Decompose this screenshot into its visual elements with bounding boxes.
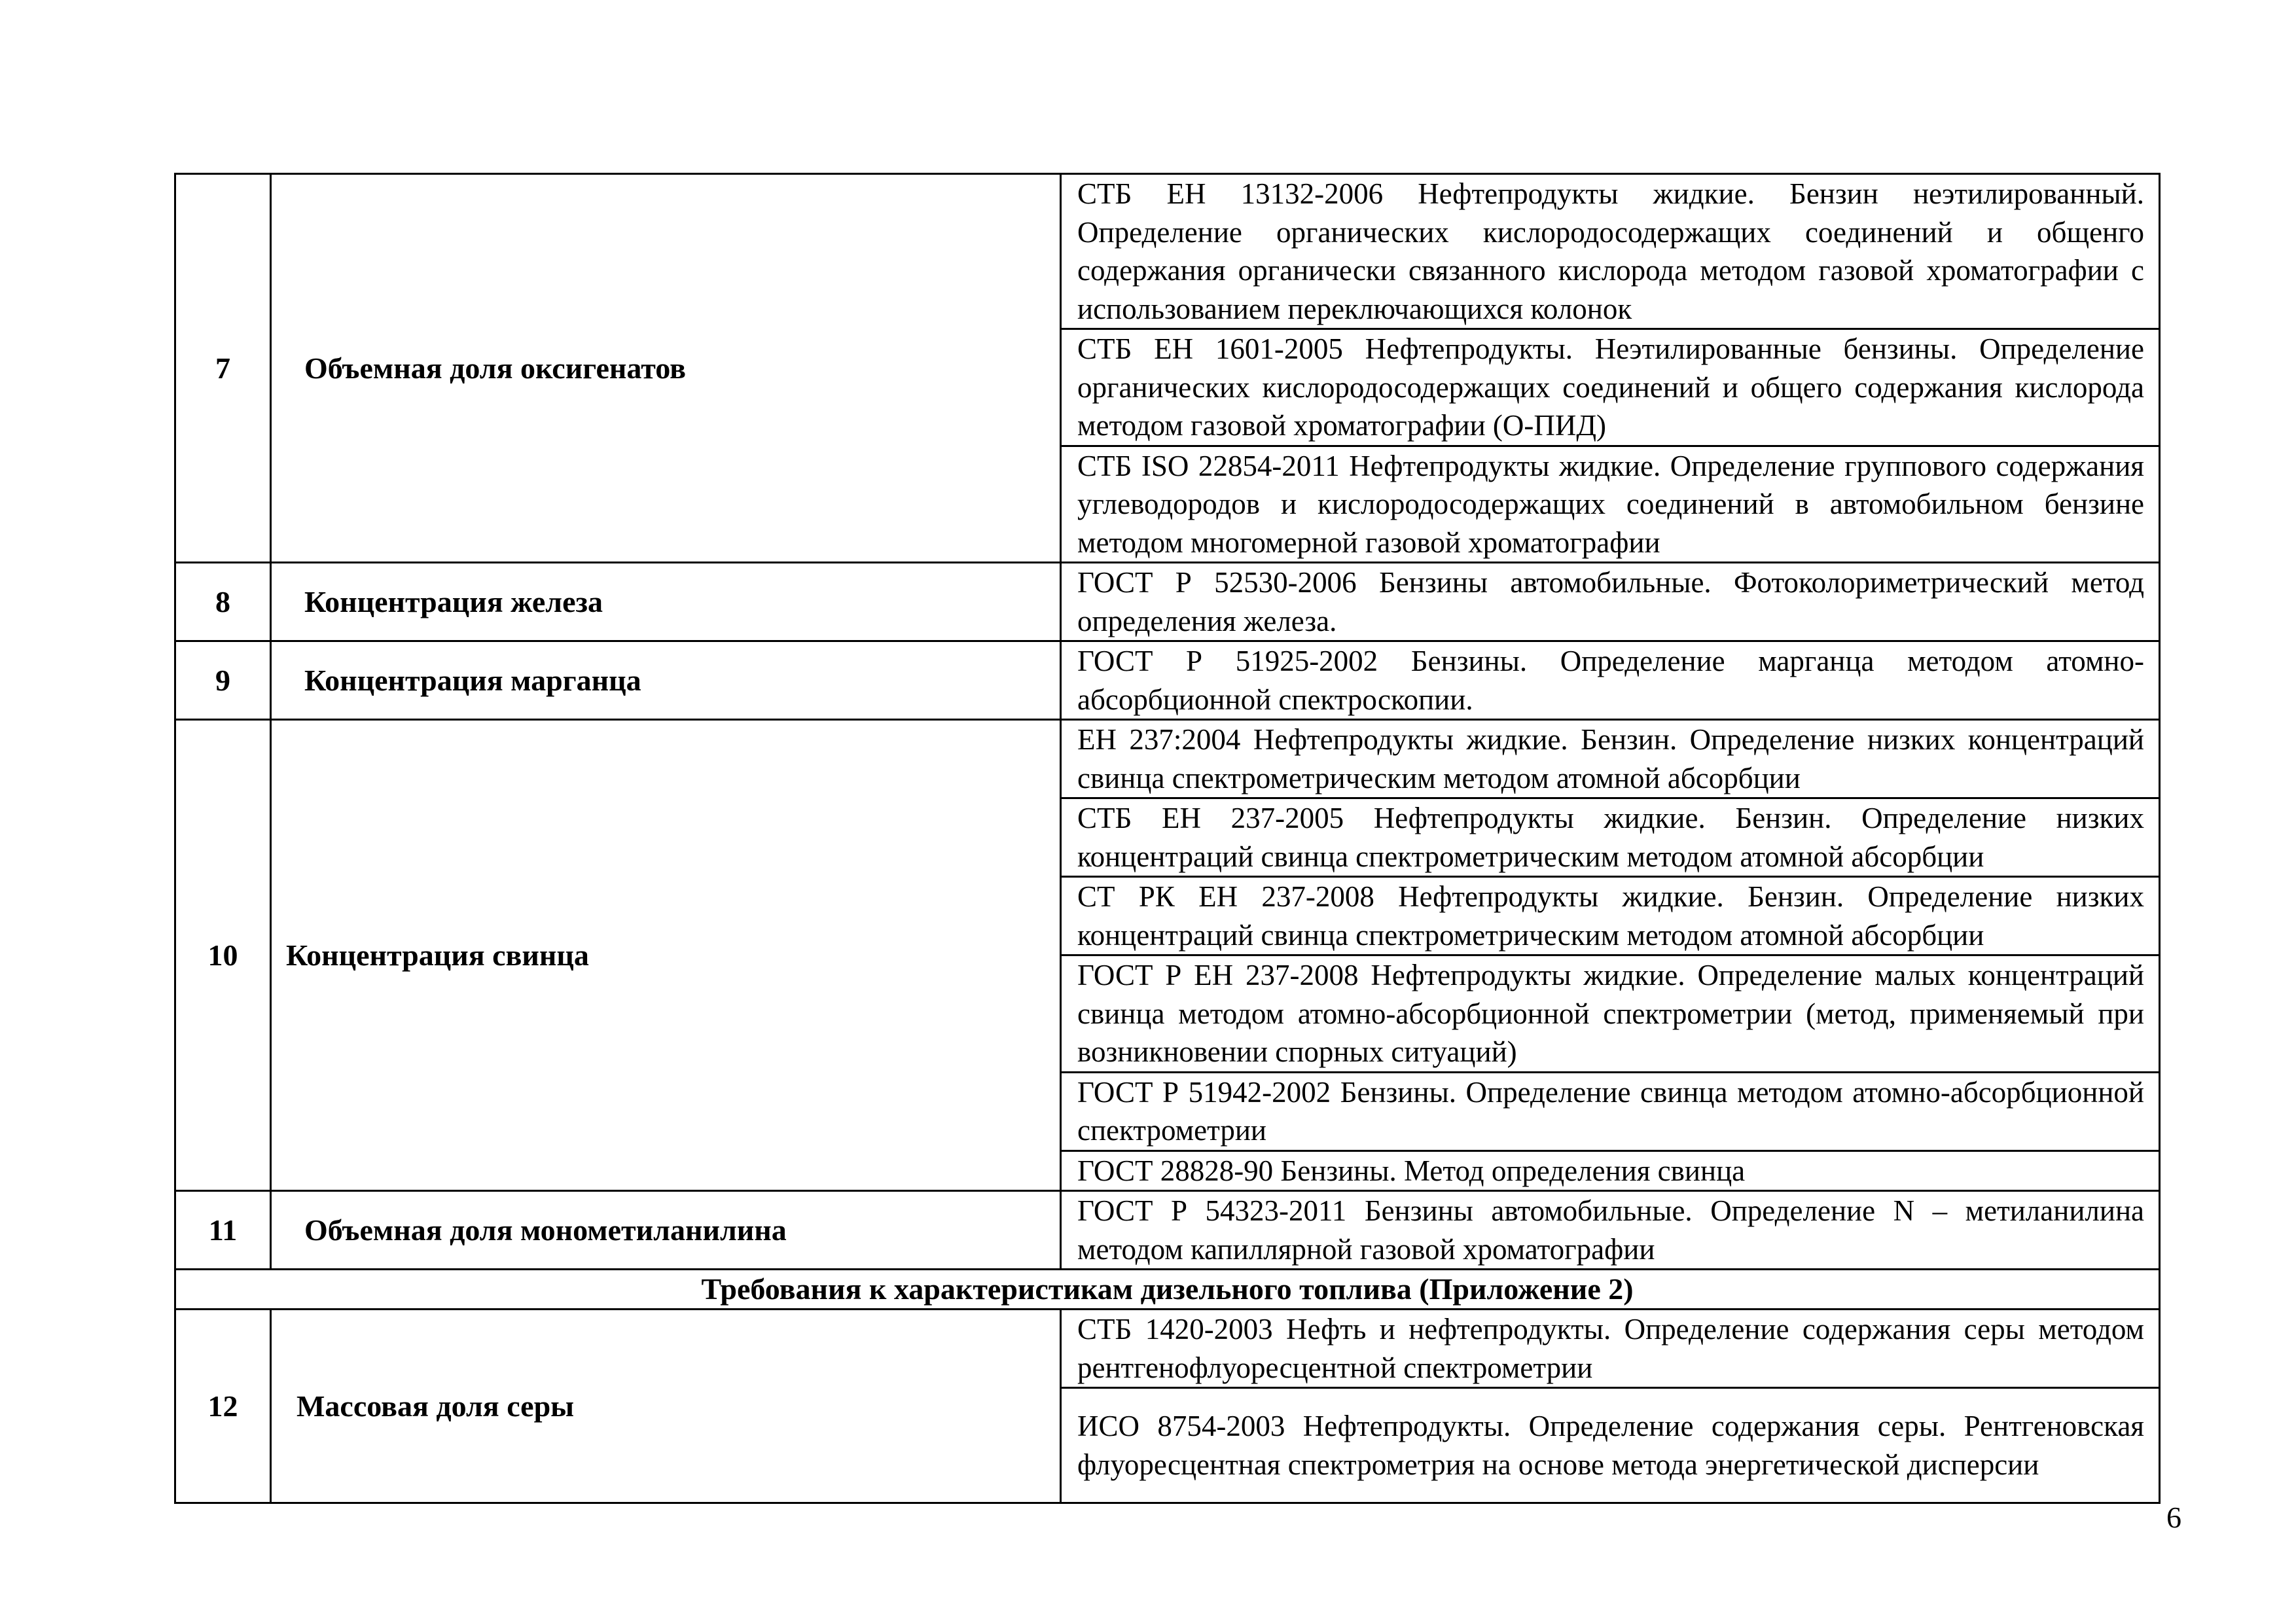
section-row <box>175 1270 2160 1310</box>
indicator-name: Концентрация марганца <box>271 641 1061 720</box>
row-number: 10 <box>175 720 271 1191</box>
method-cell: ГОСТ Р ЕН 237-2008 Нефтепродукты жидкие. Определение малых концентраций свинца методом атомно-абсорбционной спектрометрии (метод, применяемый при возникновении спорных ситуаций) <box>1061 955 2160 1073</box>
method-cell: СТБ 1420-2003 Нефть и нефтепродукты. Определение содержания серы методом рентгенофлуоресцентной спектрометрии <box>1061 1310 2160 1388</box>
method-cell: СТБ ЕН 13132-2006 Нефтепродукты жидкие. Бензин неэтилированный. Определение органических кислородосодержащих соединений и общенго содержания органически связанного кислорода методом газовой хроматографии с использованием переключающихся колонок <box>1061 174 2160 329</box>
page-number: 6 <box>2166 1501 2181 1534</box>
method-cell: ИСО 8754-2003 Нефтепродукты. Определение содержания серы. Рентгеновская флуоресцентная спектрометрия на основе метода энергетической дисперсии <box>1061 1388 2160 1503</box>
table-row <box>175 720 2160 798</box>
method-cell: ГОСТ 28828-90 Бензины. Метод определения свинца <box>1061 1150 2160 1191</box>
indicator-name: Объемная доля оксигенатов <box>271 174 1061 563</box>
row-number: 8 <box>175 563 271 641</box>
row-number: 12 <box>175 1310 271 1503</box>
table-row <box>175 174 2160 329</box>
table-row <box>175 1191 2160 1270</box>
table-row <box>175 641 2160 720</box>
method-cell: СТБ ЕН 1601-2005 Нефтепродукты. Неэтилированные бензины. Определение органических кислородосодержащих соединений и общего содержания кислорода методом газовой хроматографии (О-ПИД) <box>1061 329 2160 446</box>
row-number: 11 <box>175 1191 271 1270</box>
row-number: 9 <box>175 641 271 720</box>
row-number: 7 <box>175 174 271 563</box>
method-cell: ГОСТ Р 52530-2006 Бензины автомобильные. Фотоколориметрический метод определения железа. <box>1061 563 2160 641</box>
method-cell: ЕН 237:2004 Нефтепродукты жидкие. Бензин. Определение низких концентраций свинца спектрометрическим методом атомной абсорбции <box>1061 720 2160 798</box>
indicator-name: Концентрация свинца <box>271 720 1061 1191</box>
table-row <box>175 563 2160 641</box>
section-heading: Требования к характеристикам дизельного топлива (Приложение 2) <box>175 1270 2160 1310</box>
method-cell: СТБ ЕН 237-2005 Нефтепродукты жидкие. Бензин. Определение низких концентраций свинца спектрометрическим методом атомной абсорбции <box>1061 798 2160 877</box>
method-cell: ГОСТ Р 54323-2011 Бензины автомобильные. Определение N – метиланилина методом капиллярной газовой хроматографии <box>1061 1191 2160 1270</box>
methods-table <box>174 173 2161 1504</box>
indicator-name: Концентрация железа <box>271 563 1061 641</box>
method-cell: ГОСТ Р 51925-2002 Бензины. Определение марганца методом атомно-абсорбционной спектроскопии. <box>1061 641 2160 720</box>
method-cell: СТБ ISO 22854-2011 Нефтепродукты жидкие. Определение группового содержания углеводородов и кислородосодержащих соединений в автомобильном бензине методом многомерной газовой хроматографии <box>1061 446 2160 563</box>
method-cell: СТ РК ЕН 237-2008 Нефтепродукты жидкие. Бензин. Определение низких концентраций свинца спектрометрическим методом атомной абсорбции <box>1061 877 2160 955</box>
indicator-name: Массовая доля серы <box>271 1310 1061 1503</box>
table-row <box>175 1310 2160 1388</box>
indicator-name: Объемная доля монометиланилина <box>271 1191 1061 1270</box>
method-cell: ГОСТ Р 51942-2002 Бензины. Определение свинца методом атомно-абсорбционной спектрометрии <box>1061 1072 2160 1150</box>
